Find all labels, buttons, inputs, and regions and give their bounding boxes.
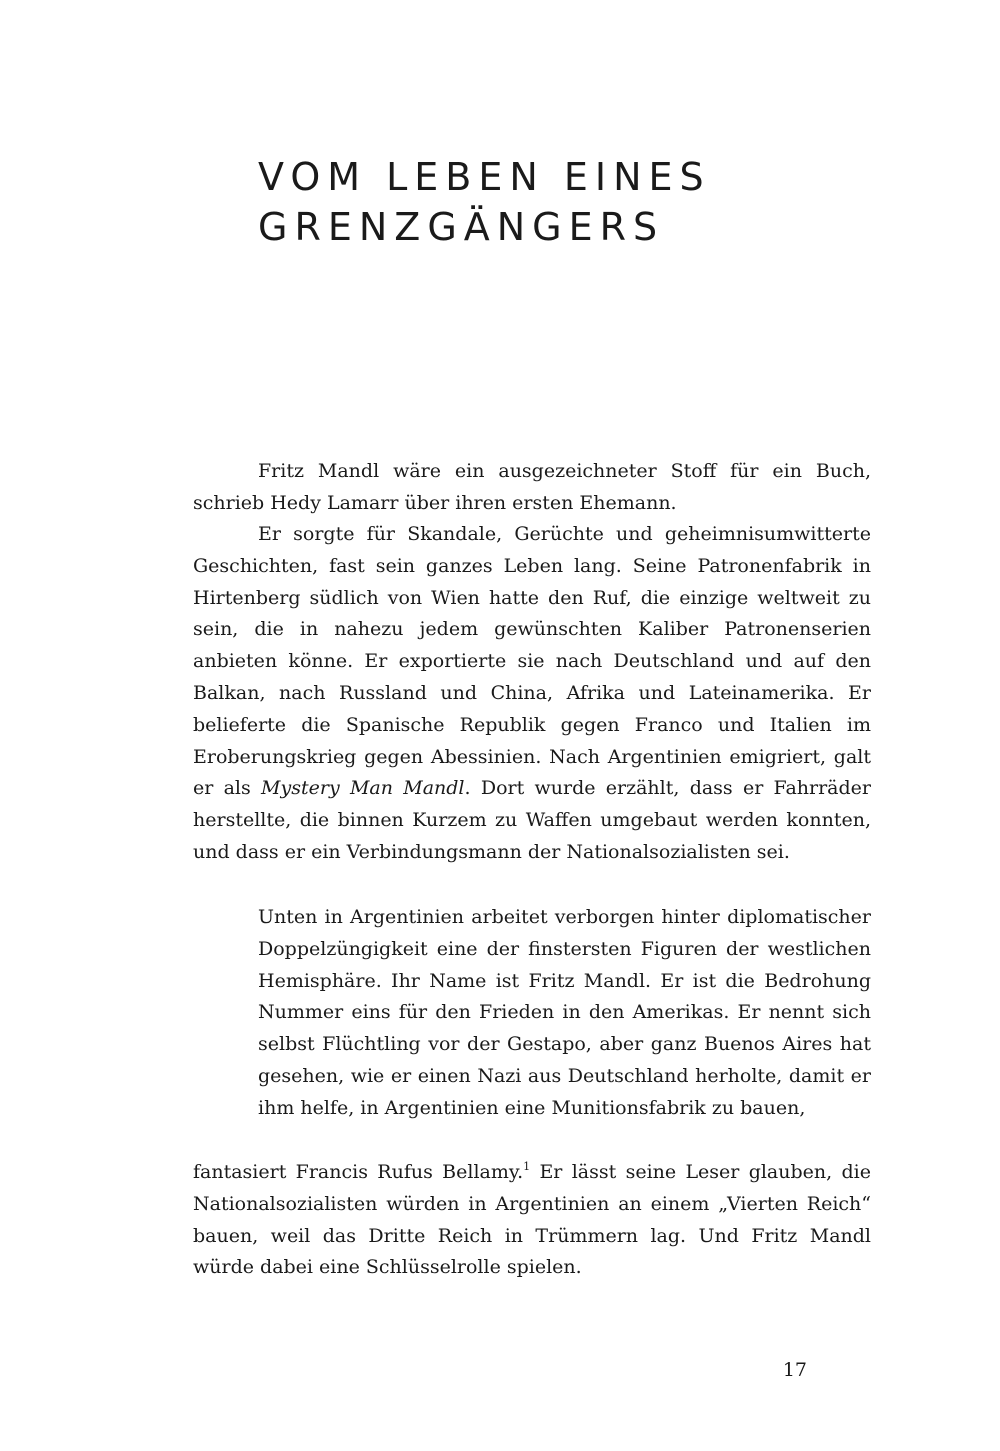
paragraph-1: Fritz Mandl wäre ein ausgezeichneter Stoff für ein Buch, schrieb Hedy Lamarr über ihren ersten Ehemann. xyxy=(193,460,871,514)
paragraph-2-text-b: . Dort wurde erzählt, dass er Fahrräder herstellte, die binnen Kurzem zu Waffen umgebaut werden konnten, und dass er ein Verbindungsmann der Nationalsozialisten sei. xyxy=(193,777,871,863)
page-number: 17 xyxy=(782,1359,807,1381)
chapter-title-line-1: VOM LEBEN EINES xyxy=(258,155,711,199)
block-quote: Unten in Argentinien arbeitet verborgen hinter diplomatischer Doppelzüngigkeit eine der finstersten Figuren der westlichen Hemisphäre. Ihr Name ist Fritz Mandl. Er ist die Bedrohung Nummer eins für den Frieden in den Amerikas. Er nennt sich selbst Flüchtling vor der Gestapo, aber ganz Buenos Aires hat gesehen, wie er einen Nazi aus Deutschland herholte, damit er ihm helfe, in Argentinien eine Munitionsfabrik zu bauen, xyxy=(258,906,871,1119)
paragraph-2 xyxy=(193,519,871,869)
paragraph-2-italic: Mystery Man Mandl xyxy=(261,777,465,800)
paragraph-3 xyxy=(193,1157,871,1284)
chapter-title xyxy=(258,152,898,252)
footnote-marker[interactable]: 1 xyxy=(523,1160,531,1173)
paragraph-2-text-a: Er sorgte für Skandale, Gerüchte und geheimnisumwitterte Geschichten, fast sein ganzes Leben lang. Seine Patronenfabrik in Hirtenberg südlich von Wien hatte den Ruf, die einzige weltweit zu sein, die in nahezu jedem gewünschten Kaliber Patronenserien anbieten könne. Er exportierte sie nach Deutschland und auf den Balkan, nach Russland und China, Afrika und Lateinamerika. Er belieferte die Spanische Republik gegen Franco und Italien im Eroberungskrieg gegen Abessinien. Nach Argentinien emigriert, galt er als xyxy=(193,523,871,800)
paragraph-3-text-b: Er lässt seine Leser glauben, die Nationalsozialisten würden in Argentinien an einem „Vierten Reich“ bauen, weil das Dritte Reich in Trümmern lag. Und Fritz Mandl würde dabei eine Schlüsselrolle spielen. xyxy=(193,1161,871,1279)
paragraph-3-text-a: fantasiert Francis Rufus Bellamy. xyxy=(193,1161,524,1183)
chapter-title-line-2: GRENZGÄNGERS xyxy=(258,205,665,249)
